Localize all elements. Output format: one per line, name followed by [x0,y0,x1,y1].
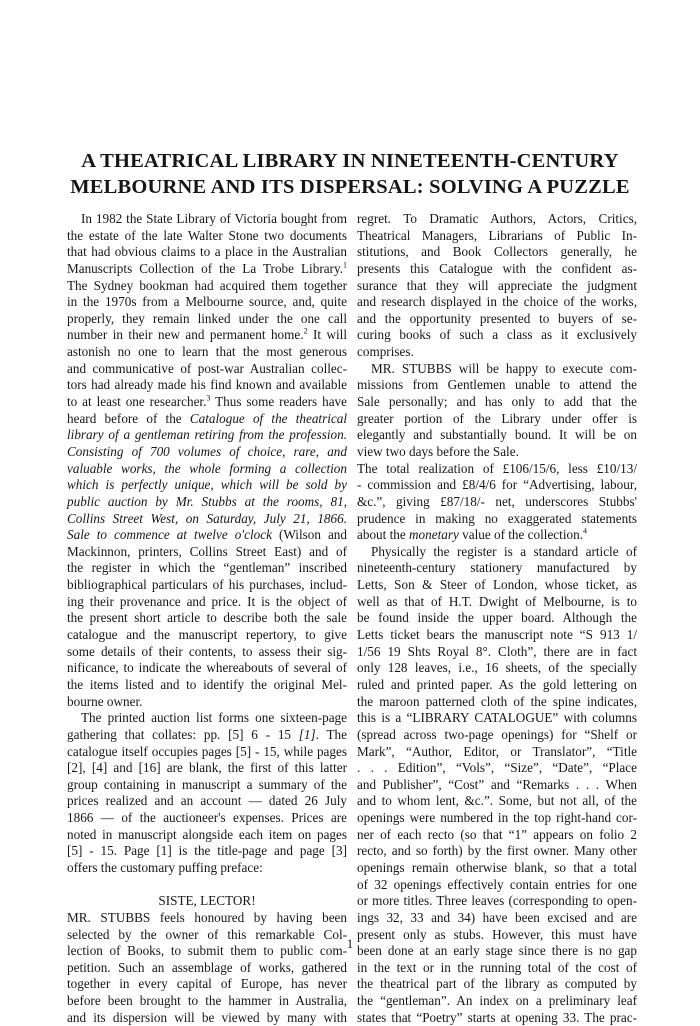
quote-line: stitutions, and Book Collectors generally, he [357,244,637,260]
text-line: The total realization of £106/15/6, less £10/13/ [357,460,637,476]
text-line: the “gentleman”. An index on a preliminary leaf [357,993,637,1009]
article-title [40,148,660,200]
title-line-2: MELBOURNE AND ITS DISPERSAL: SOLVING A PUZZLE [70,176,630,198]
quote-line: greater portion of the Library under offer is [357,410,637,426]
quote-heading: SISTE, LECTOR! [158,893,256,909]
title-line-1: A THEATRICAL LIBRARY IN NINETEENTH-CENTURY [81,150,619,172]
footnote-ref-3[interactable]: 3 [206,393,211,403]
text-line: this is a “LIBRARY CATALOGUE” with columns [357,710,637,726]
text-line: Physically the register is a standard article of [371,543,637,559]
text-line: ings 32, 33 and 34) have been excised and are [357,909,637,925]
text-line: catalogue itself occupies pages [5] - 15, while pages [67,743,347,759]
quote-line: MR. STUBBS feels honoured by having been [67,909,347,925]
text-line: in the 1970s from a Melbourne source, and, quite [67,294,347,310]
quote-line: MR. STUBBS will be happy to execute com- [371,360,637,376]
text-line: offers the customary puffing preface: [67,859,263,875]
quote-line: surance that they will appreciate the judgment [357,277,637,293]
text-line: catalogue and the manuscript repertory, to give [67,627,347,643]
text-line: library of a gentleman retiring from the profession. [67,427,347,443]
text-line: Mark”, “Author, Editor, or Translator”, “Title [357,743,637,759]
quote-line: regret. To Dramatic Authors, Actors, Critics, [357,211,637,226]
quote-line: lection of Books, to submit them to public com- [67,943,347,959]
text-line: (spread across two-page openings) for “Shelf or [357,726,637,742]
text-line: noted in manuscript alongside each item on pages [67,826,347,842]
text-line: and communicative of post-war Australian collec- [67,360,347,376]
text-line: 1866 — of the auctioneer's expenses. Prices are [67,810,347,826]
text-line: and to whom lent, &c.”. Some, but not all, of the [357,793,637,809]
text-line: of 32 openings effectively contain entries for one [357,876,637,892]
text-line: be found inside the upper board. Although the [357,610,637,626]
text-line: [2], [4] and [16] are blank, the first of this latter [67,760,347,776]
quote-line: before been brought to the hammer in Australia, [67,993,347,1009]
text-line: properly, they remain linked under the one call [67,310,347,326]
spacer [67,877,347,894]
left-column [67,211,347,1026]
text-line: and Publisher”, “Cost” and “Remarks . . . When [357,776,637,792]
text-line: - commission and £8/4/6 for “Advertising, labour, [357,477,637,493]
text-line: that had obvious claims to a place in the Australian [67,244,347,260]
text-line: bibliographical particulars of his purchases, includ- [67,577,347,593]
quote-line: and its dispersion will be viewed by many with [67,1009,347,1025]
footnote-ref-2[interactable]: 2 [303,327,308,337]
footnote-ref-4[interactable]: 4 [582,526,587,536]
text-line: gathering that collates: pp. [5] 6 - 15 [1]. The [67,726,347,742]
quote-line: Sale personally; and has only to add that the [357,394,637,410]
text-line: prices realized and an account — dated 26 July [67,793,347,809]
text-line: . . . Edition”, “Vols”, “Size”, “Date”, “Place [357,760,637,776]
quote-line: missions from Gentlemen unable to attend the [357,377,637,393]
text-line: the present short article to describe both the sale [67,610,347,626]
text-line: astonish no one to learn that the most generous [67,344,347,360]
text-line: Manuscripts Collection of the La Trobe Library.$^1$ [67,260,347,276]
text-line: only 128 leaves, i.e., 16 sheets, of the specially [357,660,637,676]
text-line: been done at an early stage since there is no gap [357,943,637,959]
text-line: Sale to commence at twelve o'clock (Wilson and [67,527,347,543]
text-line: 1/56 19 Shts Royal 8°. Cloth”, there are in fact [357,643,637,659]
text-line: valuable works, the whole forming a collection [67,460,347,476]
text-line: nineteenth-century stationery manufactured by [357,560,637,576]
text-line: ruled and printed paper. As the gold lettering on [357,676,637,692]
quote-line: and the opportunity presented to buyers of se- [357,310,637,326]
text-line: Consisting of 700 volumes of choice, rare, and [67,443,347,459]
text-line: states that “Poetry” starts at opening 33. The prac- [357,1009,637,1025]
text-line: public auction by Mr. Stubbs at the rooms, 81, [67,493,347,509]
text-line: openings were numbered in the top right-hand cor- [357,810,637,826]
text-line: group containing in manuscript a summary of the [67,776,347,792]
quote-line: Theatrical Managers, Librarians of Public In- [357,227,637,243]
text-line: well as that of H.T. Dwight of Melbourne, is to [357,593,637,609]
text-line: tors had already made his find known and available [67,377,347,393]
text-line: the maroon patterned cloth of the spine indicates, [357,693,637,709]
text-line: the estate of the late Walter Stone two documents [67,227,347,243]
quote-line: petition. Such an assemblage of works, gathered [67,959,347,975]
quote-line: view two days before the Sale. [357,443,519,459]
text-line: Letts, Son & Steer of London, whose ticket, as [357,577,637,593]
quote-line: elegantly and substantially bound. It will be on [357,427,637,443]
text-line: the register in which the “gentleman” inscribed [67,560,347,576]
text-line: ner of each recto (so that “1” appears on folio 2 [357,826,637,842]
quote-line: curing books of such a class as it exclusively [357,327,637,343]
text-line: recto, and so forth) by the first owner. Many other [357,843,637,859]
text-line: ing their provenance and price. It is the object of [67,593,347,609]
text-line: nificance, to indicate the whereabouts of several of [67,660,347,676]
text-line: [5] - 15. Page [1] is the title-page and page [3] [67,843,347,859]
text-line: or more titles. Three leaves (corresponding to open- [357,893,637,909]
text-line: to at least one researcher.$^3$ Thus some readers have [67,393,347,410]
text-line: present only as stubs. However, this must have [357,926,637,942]
text-line: the theatrical part of the library as computed by [357,976,637,992]
text-line: Collins Street West, on Saturday, July 21, 1866. [67,510,347,526]
text-line: openings remain otherwise blank, so that a total [357,859,637,875]
text-line: In 1982 the State Library of Victoria bought from [81,211,347,226]
text-line: which is perfectly unique, which will be sold by [67,477,347,493]
quote-line: selected by the owner of this remarkable Col- [67,926,347,942]
page-number: 1 [346,936,354,951]
quote-line: and research displayed in the choice of the works, [357,294,637,310]
quote-line: together in every capital of Europe, has never [67,976,347,992]
quote-line: presents this Catalogue with the confident as- [357,260,637,276]
text-line: prudence in making no exaggerated statements [357,510,637,526]
text-line: some details of their contents, to assess their sig- [67,643,347,659]
text-line: The printed auction list forms one sixteen-page [81,710,347,726]
right-column [357,211,637,1026]
quote-line: comprises. [357,344,414,360]
text-line: The Sydney bookman had acquired them together [67,277,347,293]
text-line: the items listed and to identify the original Mel- [67,676,347,692]
text-line: bourne owner. [67,693,143,709]
text-line: heard before of the Catalogue of the theatrical [67,410,347,426]
text-line: &c.”, giving £87/18/- net, underscores Stubbs' [357,493,637,509]
footnote-ref-1[interactable]: 1 [343,260,347,270]
text-line: number in their new and permanent home.$^2$ It will [67,327,347,343]
text-line: Mackinnon, printers, Collins Street East) and of [67,543,347,559]
text-line: Letts ticket bears the manuscript note “S 913 1/ [357,627,637,643]
text-line: in the text or in the running total of the cost of [357,959,637,975]
text-line: about the monetary value of the collection.$^4$ [357,526,587,543]
